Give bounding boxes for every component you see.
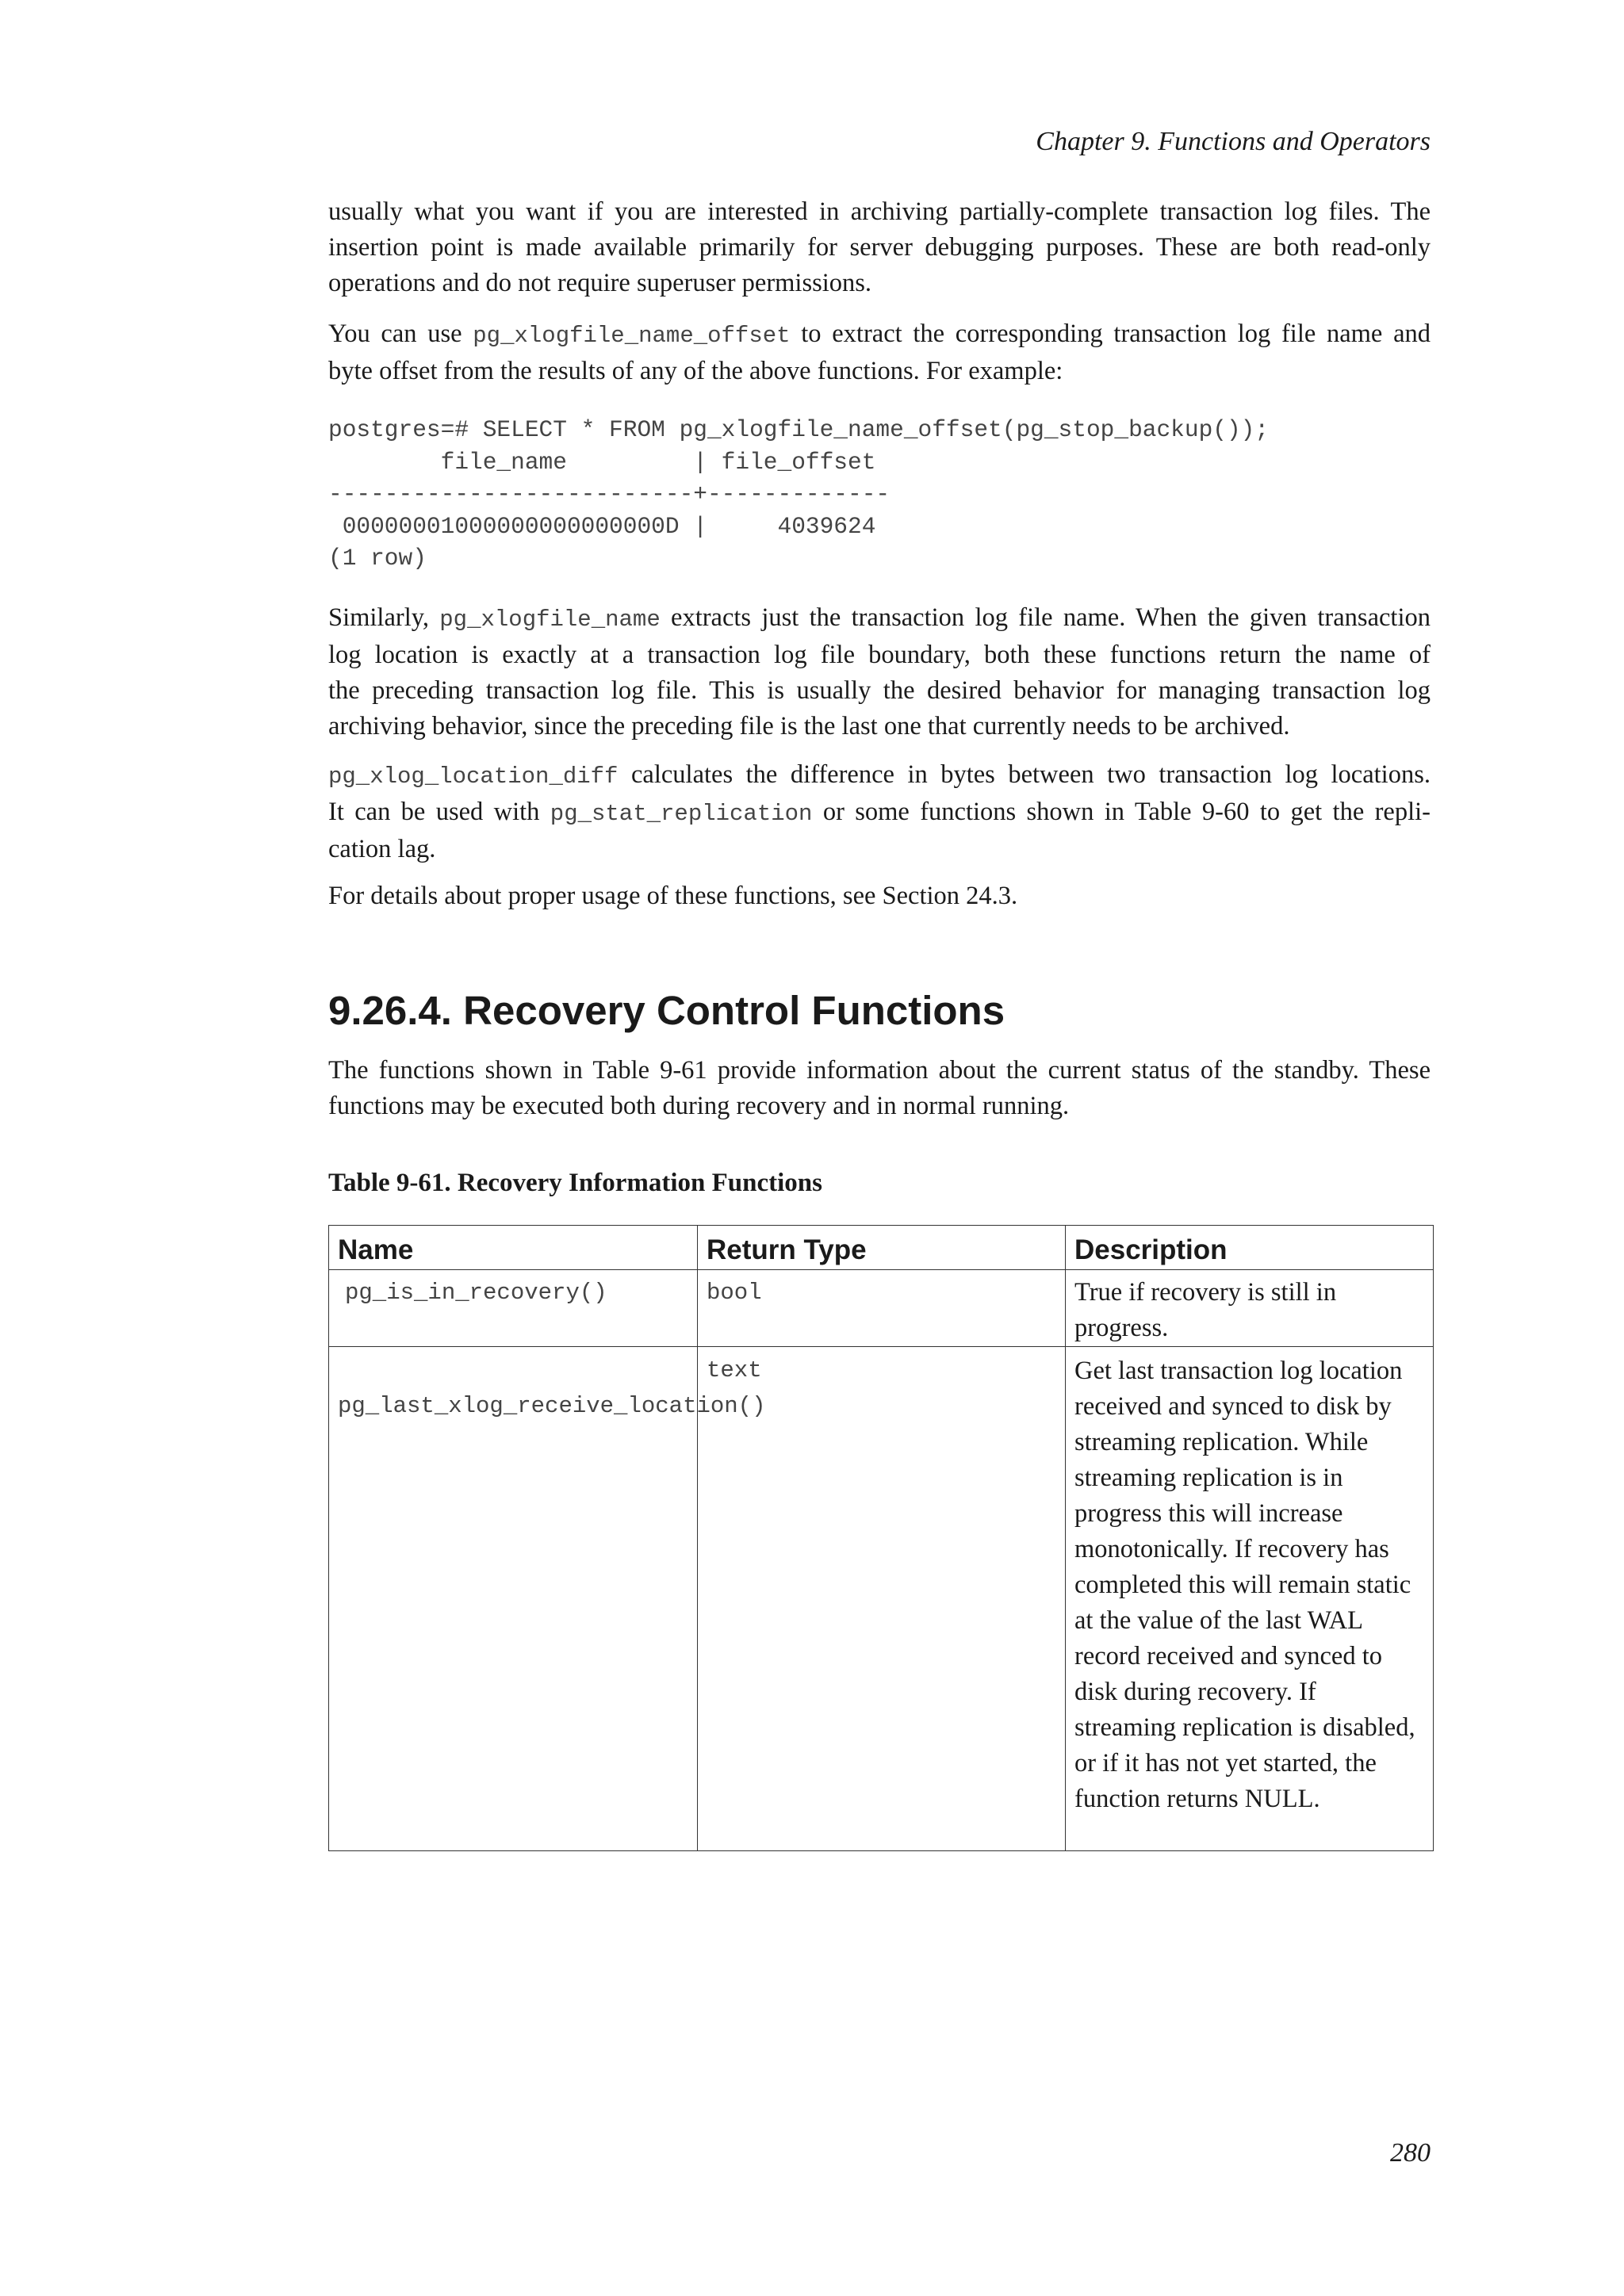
table-cell-return-type: text: [707, 1357, 762, 1383]
intro-paragraph: [328, 194, 1431, 301]
column-header-name: Name: [338, 1234, 414, 1265]
paragraph-line: archiving behavior, since the preceding file is the last one that currently needs to be archived.: [328, 712, 1290, 740]
xlogfile-name-paragraph: [328, 600, 1431, 744]
paragraph-line: [328, 757, 1431, 794]
recovery-functions-table: [328, 1225, 1434, 1851]
paragraph-text: Similarly,: [328, 603, 440, 632]
row-divider: [329, 1346, 1433, 1347]
paragraph-text: extracts just the transaction log file name. When the given transaction: [660, 603, 1431, 632]
paragraph-text: to extract the corresponding transaction log file name and: [790, 320, 1431, 348]
paragraph-line: functions may be executed both during recovery and in normal running.: [328, 1092, 1070, 1120]
column-divider: [697, 1226, 698, 1850]
paragraph-line: byte offset from the results of any of the above functions. For example:: [328, 357, 1063, 385]
paragraph-line: The functions shown in Table 9-61 provide information about the current status of the standby. These: [328, 1056, 1431, 1085]
function-name-code: pg_xlog_location_diff: [328, 763, 619, 790]
table-cell-description: Get last transaction log location received and synced to disk by streaming replication. While streaming replication is in progress this will increase monotonically. If recovery has completed this will remain static at the value of the last WAL record received and synced to disk during recovery. If streaming replication is disabled, or if it has not yet started, the function returns NULL.: [1074, 1357, 1415, 1813]
paragraph-line: usually what you want if you are interested in archiving partially-complete transaction log files. The: [328, 197, 1431, 226]
paragraph-text: calculates the difference in bytes between two transaction log locations.: [618, 760, 1431, 789]
paragraph-line: operations and do not require superuser permissions.: [328, 269, 872, 297]
paragraph-line: log location is exactly at a transaction log file boundary, both these functions return the name of: [328, 641, 1431, 669]
paragraph-line: cation lag.: [328, 835, 436, 863]
table-cell-name: pg_last_xlog_receive_location(): [338, 1393, 766, 1419]
running-header: Chapter 9. Functions and Operators: [1036, 127, 1431, 156]
function-name-code: pg_stat_replication: [550, 801, 813, 827]
column-divider: [1065, 1226, 1066, 1850]
recovery-intro-paragraph: [328, 1053, 1431, 1124]
table-cell-return-type: bool: [707, 1280, 762, 1306]
function-name-code: pg_xlogfile_name_offset: [473, 323, 791, 349]
paragraph-text: It can be used with: [328, 798, 550, 826]
function-name-code: pg_xlogfile_name: [439, 607, 661, 633]
paragraph-text: or some functions shown in Table 9-60 to get the repli-: [812, 798, 1431, 826]
table-caption: Table 9-61. Recovery Information Functions: [328, 1169, 823, 1197]
header-divider: [329, 1269, 1433, 1270]
column-header-return-type: Return Type: [707, 1234, 867, 1265]
paragraph-line: the preceding transaction log file. This is usually the desired behavior for managing transaction log: [328, 676, 1431, 705]
paragraph-line: [328, 316, 1431, 354]
paragraph-text: You can use: [328, 320, 473, 348]
page-number: 280: [1390, 2138, 1431, 2168]
section-heading: 9.26.4. Recovery Control Functions: [328, 988, 1005, 1033]
usage-details-paragraph: For details about proper usage of these functions, see Section 24.3.: [328, 882, 1018, 910]
table-cell-description: True if recovery is still in progress.: [1074, 1278, 1337, 1342]
offset-function-paragraph: [328, 316, 1431, 389]
location-diff-paragraph: [328, 757, 1431, 867]
paragraph-line: [328, 794, 1431, 832]
sql-code-example: postgres=# SELECT * FROM pg_xlogfile_name_offset(pg_stop_backup()); file_name | file_offset --------------------------+------------- 00000001000000000000000D | 4039624 (1 row): [328, 416, 1270, 572]
column-header-description: Description: [1074, 1234, 1228, 1265]
paragraph-line: [328, 600, 1431, 637]
table-cell-name: pg_is_in_recovery(): [345, 1280, 607, 1306]
paragraph-line: insertion point is made available primarily for server debugging purposes. These are both read-only: [328, 233, 1431, 262]
